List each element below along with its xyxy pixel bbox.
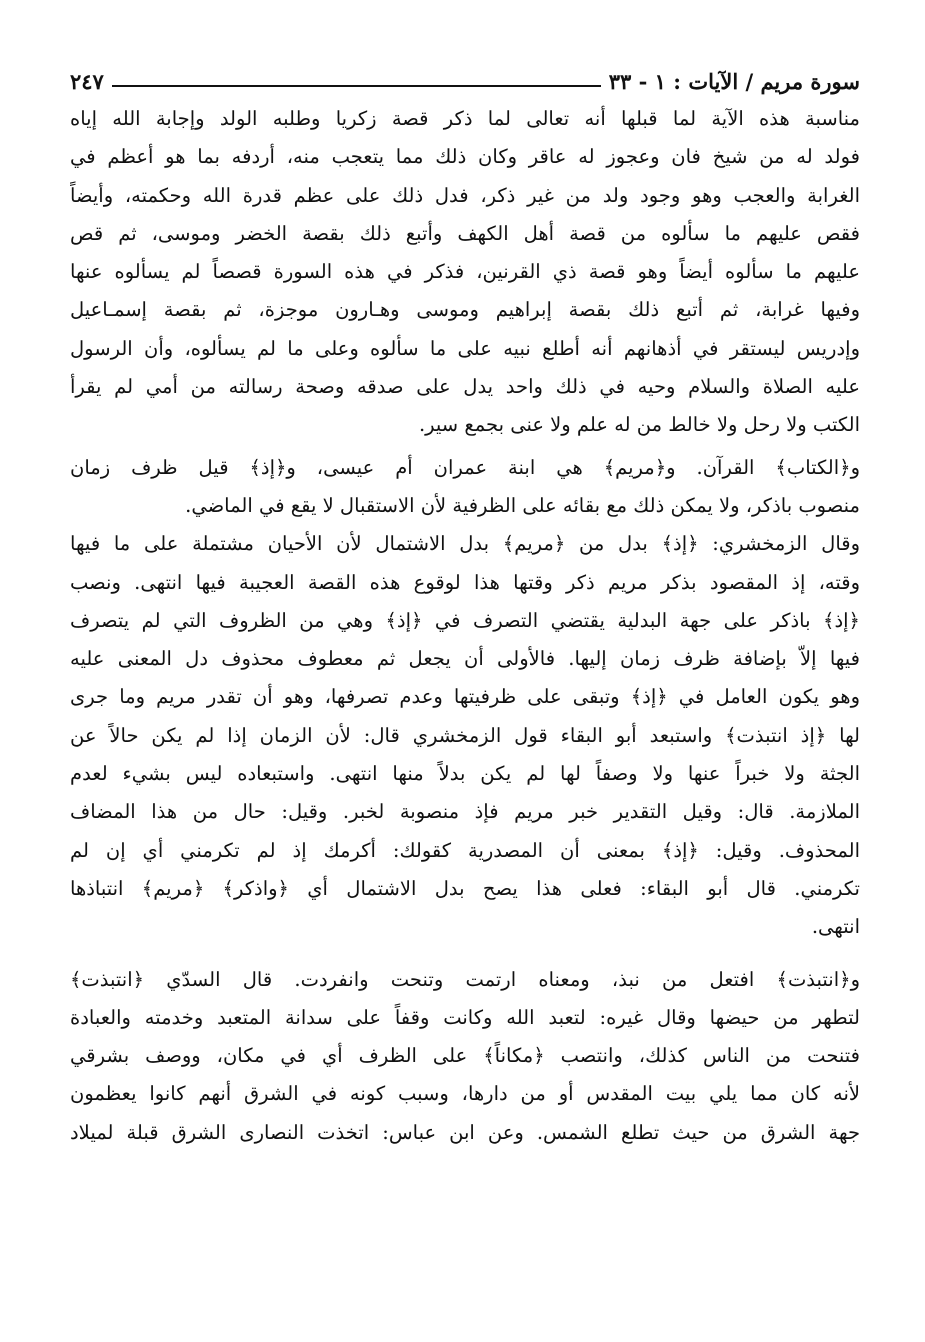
text-line: الجثة ولا خبراً عنها ولا وصفاً لها لم يكن بدلاً منها انتهى. واستبعاده ليس بشيء لعدم xyxy=(70,762,860,786)
text-line: فتنحت من الناس كذلك، وانتصب ﴿مكاناً﴾ على الظرف أي في مكان، ووصف بشرقي xyxy=(70,1044,860,1068)
text-line: وقته، إذ المقصود بذكر مريم ذكر وقتها هذا لوقوع هذه القصة العجيبة فيها انتهى. ونصب xyxy=(70,570,860,594)
text-line: فقص عليهم ما سألوه من قصة أهل الكهف وأتبع ذلك بقصة الخضر وموسى، ثم قص xyxy=(70,221,860,245)
text-line: الغرابة والعجب وهو وجود ولد من غير ذكر، فدل ذلك على عظم قدرة الله وحكمته، وأيضاً xyxy=(70,183,860,207)
text-line: وهو يكون العامل في ﴿إذ﴾ وتبقى على ظرفيتها وعدم تصرفها، وهو أن تقدر مريم وما جرى xyxy=(70,685,860,709)
text-line: الكتب ولا رحل ولا خالط من له علم ولا عنى بجمع سير. xyxy=(418,413,860,437)
paragraph-gap xyxy=(70,947,860,961)
running-title: سورة مريم / الآيات : ١ - ٣٣ xyxy=(608,69,860,94)
page-header xyxy=(70,56,860,94)
text-line: وإدريس ليستقر في أذهانهم أنه أطلع نبيه على ما سألوه وعلى ما لم يسألوه، وأن الرسول xyxy=(70,336,860,360)
paragraph-4 xyxy=(70,961,860,1152)
text-line: جهة الشرق من حيث تطلع الشمس. وعن ابن عباس: اتخذت النصارى الشرق قبلة لميلاد xyxy=(70,1120,860,1144)
text-line: انتهى. xyxy=(811,915,860,939)
text-line: مناسبة هذه الآية لما قبلها أنه تعالى لما ذكر قصة زكريا وطلبه الولد وإجابة الله إياه xyxy=(70,107,860,130)
text-line: لتطهر من حيضها وقال غيره: لتعبد الله وكانت وقفاً على سدانة المتعبد وخدمته والعبادة xyxy=(70,1005,860,1029)
book-page xyxy=(70,56,860,1152)
header-rule xyxy=(112,85,601,87)
text-line: وقال الزمخشري: ﴿إذ﴾ بدل من ﴿مريم﴾ بدل الاشتمال لأن الأحيان مشتملة على ما فيها xyxy=(70,532,860,556)
page-number: ٢٤٧ xyxy=(70,69,104,94)
text-line: فيها إلاّ بإضافة ظرف زمان إليها. فالأولى أن يجعل ثم معطوف محذوف دل المعنى عليه xyxy=(70,647,860,671)
text-line: لأنه كان مما يلي بيت المقدس أو من دارها، وسبب كونه في الشرق أنهم كانوا يعظمون xyxy=(70,1082,860,1106)
text-line: منصوب باذكر، ولا يمكن ذلك مع بقائه على الظرفية لأن الاستقبال لا يقع في الماضي. xyxy=(185,493,860,517)
text-line: و﴿انتبذت﴾ افتعل من نبذ، ومعناه ارتمت وتنحت وانفردت. قال السدّي ﴿انتبذت﴾ xyxy=(70,967,860,991)
text-line: الملازمة. قال: وقيل التقدير خبر مريم فإذ منصوبة لخبر. وقيل: حال من هذا المضاف xyxy=(70,800,860,824)
text-line: تكرمني. قال أبو البقاء: فعلى هذا يصح بدل الاشتمال أي ﴿واذكر﴾ ﴿مريم﴾ انتباذها xyxy=(70,876,860,900)
paragraph-2 xyxy=(70,449,860,526)
text-line: وفيها غرابة، ثم أتبع ذلك بقصة إبراهيم وموسى وهـارون موجزة، ثم بقصة إسمـاعيل xyxy=(70,298,860,322)
text-line: عليهم ما سألوه أيضاً وهو قصة ذي القرنين، فذكر في هذه السورة قصصاً لم يسألوه عنها xyxy=(70,260,860,284)
paragraph-1 xyxy=(70,100,860,445)
text-line: و﴿الكتاب﴾ القرآن. و﴿مريم﴾ هي ابنة عمران أم عيسى، و﴿إذ﴾ قيل ظرف زمان xyxy=(70,455,860,479)
text-line: لها ﴿إذ انتبذت﴾ واستبعد أبو البقاء قول الزمخشري قال: لأن الزمان إذا لم يكن حالاً عن xyxy=(70,723,860,747)
text-line: عليه الصلاة والسلام وحيه في ذلك واحد يدل على صدقه وصحة رسالته من أمي لم يقرأ xyxy=(70,375,860,399)
text-line: ﴿إذ﴾ باذكر على جهة البدلية يقتضي التصرف في ﴿إذ﴾ وهي من الظروف التي لم يتصرف xyxy=(70,608,860,632)
text-line: المحذوف. وقيل: ﴿إذ﴾ بمعنى أن المصدرية كقولك: أكرمك إذ لم تكرمني أي إن لم xyxy=(70,838,860,862)
paragraph-3 xyxy=(70,525,860,946)
text-line: فولد له من شيخ فان وعجوز له عاقر وكان ذلك مما يتعجب منه، أردفه بما هو أعظم في xyxy=(70,145,860,169)
